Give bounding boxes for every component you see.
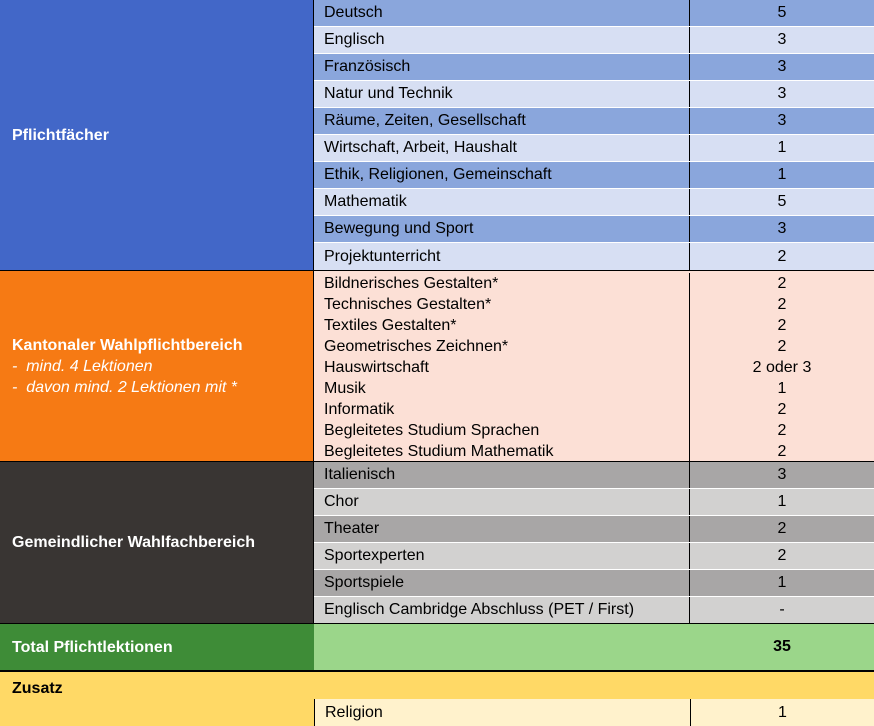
lesson-count: 3 <box>777 58 787 75</box>
subject-row <box>314 462 874 489</box>
subject-row <box>314 294 874 315</box>
subject-name: Deutsch <box>314 0 690 26</box>
lesson-count: 3 <box>777 112 787 129</box>
lesson-count: 5 <box>777 4 787 21</box>
subject-row <box>314 543 874 570</box>
subject-name: Religion <box>315 699 691 726</box>
total-title: Total Pflichtlektionen <box>12 638 173 656</box>
subject-name: Informatik <box>314 399 690 420</box>
subject-row <box>314 108 874 135</box>
subject-name: Bildnerisches Gestalten* <box>314 273 690 294</box>
zusatz-title: Zusatz <box>12 680 63 697</box>
section-gemeinde <box>0 462 874 624</box>
subject-row <box>314 441 874 462</box>
subject-name: Projektunterricht <box>314 243 690 270</box>
subject-row <box>314 399 874 420</box>
section-label <box>0 0 314 270</box>
subject-name: Chor <box>314 489 690 515</box>
subject-row <box>314 27 874 54</box>
subject-list <box>314 462 874 623</box>
section-note: - mind. 4 Lektionen <box>12 357 153 375</box>
lesson-count: 1 <box>778 703 787 721</box>
subject-name: Hauswirtschaft <box>314 357 690 378</box>
total-value: 35 <box>773 638 791 655</box>
subject-name: Englisch Cambridge Abschluss (PET / First) <box>314 597 690 623</box>
subject-row <box>314 516 874 543</box>
subject-name: Italienisch <box>314 462 690 488</box>
subject-name: Sportspiele <box>314 570 690 596</box>
subject-row <box>314 699 874 726</box>
lesson-count: 1 <box>777 574 787 591</box>
subject-name: Technisches Gestalten* <box>314 294 690 315</box>
lesson-count: 2 oder 3 <box>752 358 812 376</box>
lesson-count: 2 <box>777 247 787 265</box>
lesson-count: 1 <box>777 166 787 183</box>
lesson-count: 5 <box>777 193 787 210</box>
section-title: Kantonaler Wahlpflichtbereich <box>12 336 243 354</box>
section-title: Gemeindlicher Wahlfachbereich <box>12 534 256 551</box>
lesson-count: 3 <box>777 31 787 48</box>
subject-name: Bewegung und Sport <box>314 216 690 242</box>
subject-row <box>314 162 874 189</box>
subject-row <box>314 420 874 441</box>
section-pflichtfaecher <box>0 0 874 271</box>
subject-row <box>314 597 874 623</box>
lesson-count: 3 <box>777 220 787 237</box>
lesson-count: 3 <box>777 85 787 102</box>
subject-row <box>314 135 874 162</box>
lesson-count: 2 <box>777 295 787 313</box>
section-total <box>0 624 874 672</box>
section-note: - davon mind. 2 Lektionen mit * <box>12 378 238 396</box>
subject-list <box>314 0 874 270</box>
subject-name: Natur und Technik <box>314 81 690 107</box>
total-value-cell <box>314 624 874 670</box>
lesson-count: 1 <box>777 379 787 397</box>
lesson-count: 2 <box>777 442 787 460</box>
subject-name: Begleitetes Studium Sprachen <box>314 420 690 441</box>
lesson-count: 3 <box>777 466 787 483</box>
subject-name: Musik <box>314 378 690 399</box>
subject-name: Englisch <box>314 27 690 53</box>
subject-list <box>314 271 874 461</box>
subject-name: Sportexperten <box>314 543 690 569</box>
lesson-count: 1 <box>777 139 787 156</box>
lesson-count: 2 <box>777 337 787 355</box>
subject-row <box>314 0 874 27</box>
section-label <box>0 462 314 623</box>
section-zusatz <box>0 672 874 726</box>
lesson-count: - <box>779 601 785 618</box>
subject-name: Mathematik <box>314 189 690 215</box>
lesson-count: 2 <box>777 547 787 564</box>
section-label <box>0 271 314 461</box>
subject-name: Ethik, Religionen, Gemeinschaft <box>314 162 690 188</box>
lesson-count: 1 <box>777 493 787 510</box>
section-title: Pflichtfächer <box>12 126 109 144</box>
lesson-count: 2 <box>777 400 787 418</box>
subject-name: Räume, Zeiten, Gesellschaft <box>314 108 690 134</box>
subject-row <box>314 315 874 336</box>
subject-name: Französisch <box>314 54 690 80</box>
section-kantonal <box>0 271 874 462</box>
lesson-count: 2 <box>777 274 787 292</box>
subject-row <box>314 489 874 516</box>
subject-row <box>314 378 874 399</box>
subject-row <box>314 189 874 216</box>
subject-row <box>314 81 874 108</box>
subject-row <box>314 570 874 597</box>
subject-name: Textiles Gestalten* <box>314 315 690 336</box>
subject-name: Wirtschaft, Arbeit, Haushalt <box>314 135 690 161</box>
subject-row <box>314 357 874 378</box>
subject-row <box>314 54 874 81</box>
subject-row <box>314 273 874 294</box>
total-label <box>0 624 314 670</box>
subject-row <box>314 336 874 357</box>
lesson-count: 2 <box>777 520 787 537</box>
subject-row <box>314 216 874 243</box>
subject-name: Theater <box>314 516 690 542</box>
subject-name: Begleitetes Studium Mathematik <box>314 441 690 462</box>
lesson-count: 2 <box>777 316 787 334</box>
lesson-count: 2 <box>777 421 787 439</box>
subject-row <box>314 243 874 270</box>
subject-name: Geometrisches Zeichnen* <box>314 336 690 357</box>
